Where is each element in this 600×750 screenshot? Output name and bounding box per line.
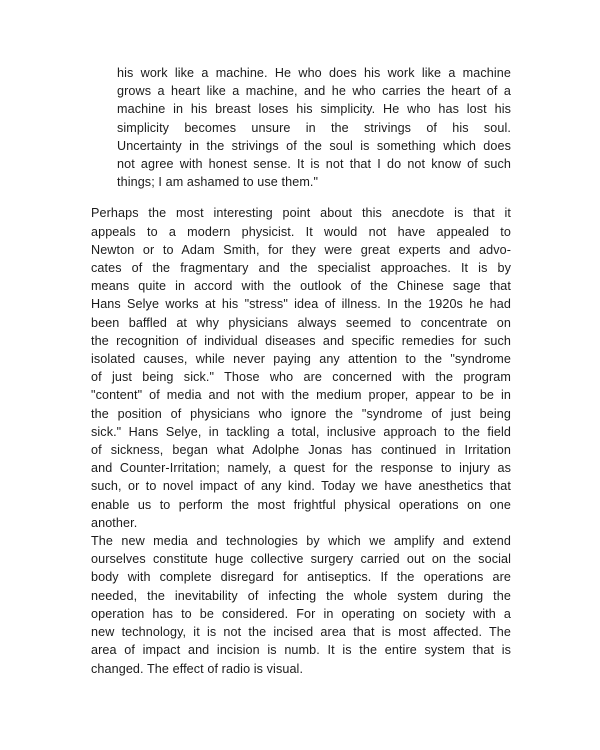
text-line: isolated causes, while never paying any attention to the "syndrome	[91, 352, 511, 367]
text-line: the recognition of individual diseases and specific remedies for such	[91, 333, 511, 348]
text-line: things; I am ashamed to use them."	[117, 175, 319, 190]
text-line: another.	[91, 515, 138, 530]
text-line: body with complete disregard for antiseptics. If the operations are	[91, 570, 511, 585]
text-line: means quite in accord with the outlook of the Chinese sage that	[91, 279, 511, 294]
text-line: simplicity becomes unsure in the strivings of his soul.	[117, 120, 511, 135]
text-line: ourselves constitute huge collective surgery carried out on the social	[91, 552, 511, 567]
paragraph-2	[91, 532, 511, 678]
text-column	[91, 64, 511, 678]
text-line: of just being sick." Those who are concerned with the program	[91, 370, 511, 385]
text-line: of sickness, began what Adolphe Jonas has continued in Irritation	[91, 443, 511, 458]
text-line: The new media and technologies by which we amplify and extend	[91, 534, 511, 549]
text-line: his work like a machine. He who does his work like a machine	[117, 66, 511, 80]
text-line: not agree with honest sense. It is not that I do not know of such	[117, 157, 511, 172]
text-line: been baffled at why physicians always seemed to concentrate on	[91, 315, 511, 330]
blockquote	[117, 64, 511, 191]
text-line: needed, the inevitability of infecting the whole system during the	[91, 588, 511, 603]
text-line: cates of the fragmentary and the specialist approaches. It is by	[91, 261, 511, 276]
text-line: operation has to be considered. For in operating on society with a	[91, 606, 511, 621]
text-line: Newton or to Adam Smith, for they were great experts and advo-	[91, 242, 511, 257]
text-line: changed. The effect of radio is visual.	[91, 661, 304, 676]
text-line: Uncertainty in the strivings of the soul is something which does	[117, 138, 511, 153]
text-line: area of impact and incision is numb. It is the entire system that is	[91, 643, 511, 658]
text-line: machine in his breast loses his simplicity. He who has lost his	[117, 102, 511, 117]
text-line: new technology, it is not the incised area that is most affected. The	[91, 625, 511, 640]
text-line: and Counter-Irritation; namely, a quest for the response to injury as	[91, 461, 511, 476]
text-line: grows a heart like a machine, and he who carries the heart of a	[117, 84, 511, 99]
text-line: the position of physicians who ignore the "syndrome of just being	[91, 406, 511, 421]
text-line: Hans Selye works at his "stress" idea of illness. In the 1920s he had	[91, 297, 511, 312]
text-line: "content" of media and not with the medium proper, appear to be in	[91, 388, 511, 403]
text-line: Perhaps the most interesting point about this anecdote is that it	[91, 206, 511, 221]
paragraph-1	[91, 204, 511, 532]
text-line: appeals to a modern physicist. It would not have appealed to	[91, 224, 511, 239]
text-line: enable us to perform the most frightful physical operations on one	[91, 497, 511, 512]
text-line: sick." Hans Selye, in tackling a total, inclusive approach to the field	[91, 424, 511, 439]
text-line: such, or to novel impact of any kind. Today we have anesthetics that	[91, 479, 511, 494]
